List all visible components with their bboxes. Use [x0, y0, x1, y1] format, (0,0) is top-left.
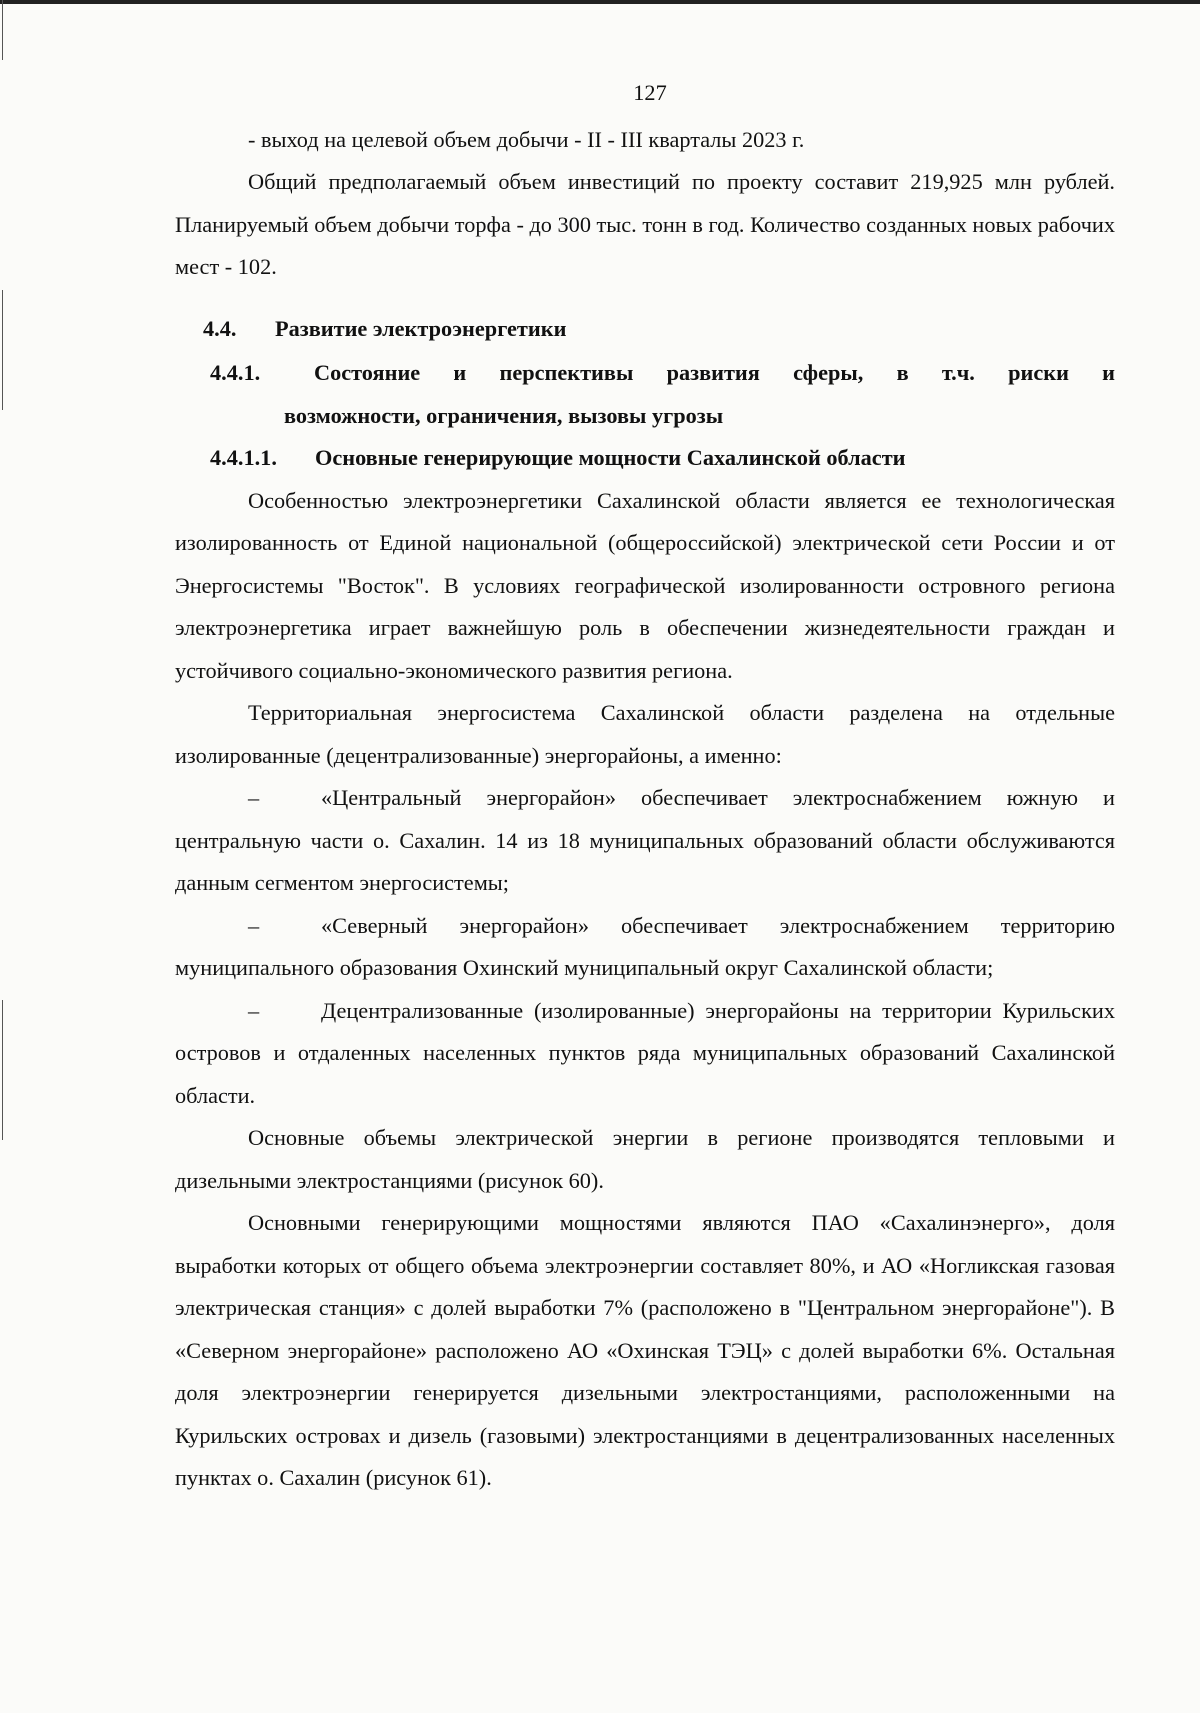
- paragraph-energy-districts: Территориальная энергосистема Сахалинской области разделена на отдельные изолированные (децентрализованные) энергорайоны, а именно:: [175, 700, 1115, 768]
- top-border-line: [0, 0, 1200, 4]
- paragraph-generating-capacities: Основными генерирующими мощностями являются ПАО «Сахалинэнерго», доля выработки которых от общего объема электроэнергии составляет 80%, и АО «Ногликская газовая электрическая станция» с долей выработки 7% (расположено в "Центральном энергорайоне"). В «Северном энергорайоне» расположено АО «Охинская ТЭЦ» с долей выработки 6%. Остальная доля электроэнергии генерируется дизельными электростанциями, расположенными на Курильских островах и дизель (газовыми) электростанциями в децентрализованных населенных пунктах о. Сахалин (рисунок 61).: [175, 1210, 1115, 1490]
- section-title: Развитие электроэнергетики: [275, 315, 567, 341]
- page-number: 127: [633, 80, 667, 105]
- subsubsection-heading: [175, 437, 1115, 480]
- bullet-dash: –: [248, 785, 260, 810]
- left-edge-mark: [2, 1000, 3, 1140]
- subsubsection-number: 4.4.1.1.: [210, 445, 277, 470]
- bullet-text: «Северный энергорайон» обеспечивает электроснабжением территорию муниципального образования Охинский муниципальный округ Сахалинской области;: [175, 912, 1115, 980]
- bullet-dash: –: [248, 912, 260, 938]
- section-heading: [175, 308, 1115, 351]
- subsubsection-title: Основные генерирующие мощности Сахалинской области: [315, 445, 906, 470]
- investment-paragraph: Общий предполагаемый объем инвестиций по проекту составит 219,925 млн рублей. Планируемый объем добычи торфа - до 300 тыс. тонн в год. Количество созданных новых рабочих мест - 102.: [175, 169, 1115, 279]
- intro-line: - выход на целевой объем добычи - II - III кварталы 2023 г.: [248, 126, 805, 152]
- subsection-number: 4.4.1.: [210, 360, 261, 385]
- bullet-northern-district: [175, 905, 1115, 990]
- left-edge-mark: [2, 290, 3, 410]
- subsection-heading: [175, 352, 1115, 395]
- left-edge-mark: [2, 0, 3, 60]
- bullet-decentralized-districts: [175, 990, 1115, 1118]
- document-page: [175, 72, 1115, 1500]
- bullet-text: Децентрализованные (изолированные) энергорайоны на территории Курильских островов и отдаленных населенных пунктов ряда муниципальных образований Сахалинской области.: [175, 997, 1115, 1108]
- subsection-title-line2: возможности, ограничения, вызовы угрозы: [284, 402, 724, 428]
- paragraph-isolation: Особенностью электроэнергетики Сахалинской области является ее технологическая изолированность от Единой национальной (общероссийской) электрической сети России и от Энергосистемы "Восток". В условиях географической изолированности островного региона электроэнергетика играет важнейшую роль в обеспечении жизнедеятельности граждан и устойчивого социально-экономического развития региона.: [175, 487, 1115, 683]
- section-number: 4.4.: [203, 315, 237, 341]
- paragraph-main-volumes: Основные объемы электрической энергии в регионе производятся тепловыми и дизельными электростанциями (рисунок 60).: [175, 1125, 1115, 1193]
- subsection-title-line1: Состояние и перспективы развития сферы, в т.ч. риски и: [314, 360, 1115, 385]
- bullet-central-district: [175, 777, 1115, 905]
- bullet-text: «Центральный энергорайон» обеспечивает электроснабжением южную и центральную части о. Сахалин. 14 из 18 муниципальных образований области обслуживаются данным сегментом энергосистемы;: [175, 785, 1115, 895]
- bullet-dash: –: [248, 997, 260, 1023]
